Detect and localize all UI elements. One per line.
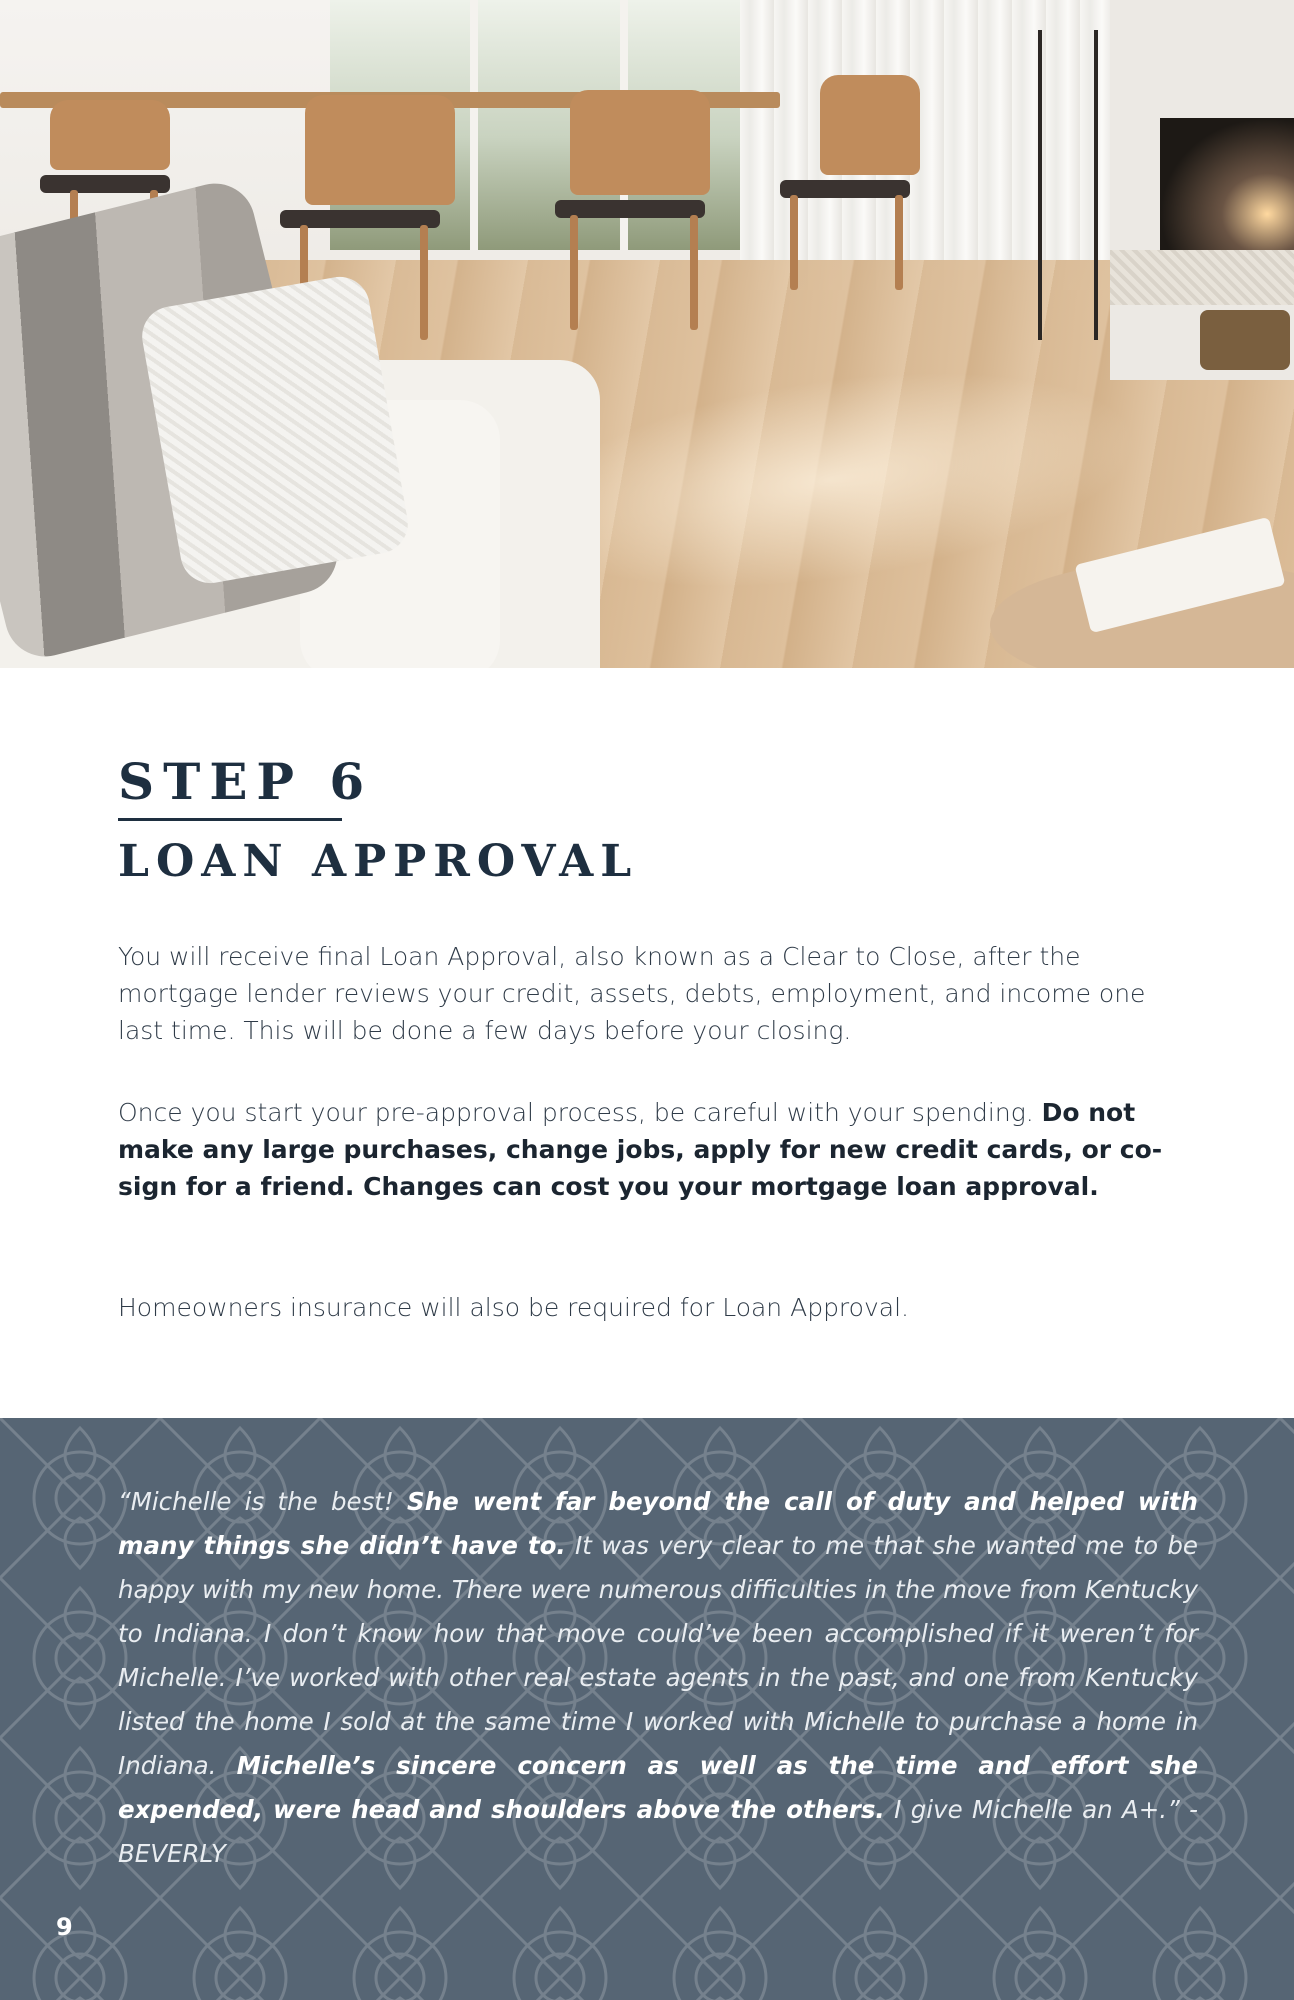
quote-bold: She went far beyond the call of duty and helped with many things she didn’t have to. [118, 1487, 1199, 1560]
chair [305, 95, 455, 205]
page-number: 9 [56, 1913, 73, 1941]
hero-photo-living-room [0, 0, 1294, 668]
step-subtitle: LOAN APPROVAL [118, 836, 639, 887]
quote-bold: Michelle’s sincere concern as well as the time and effort she expended, were head and shoulders above the others. [118, 1751, 1198, 1824]
quote-text: “Michelle is the best! [118, 1487, 408, 1516]
title-underline [118, 818, 342, 821]
paragraph-insurance [118, 1289, 1198, 1326]
quote-text: I give Michelle an A+.” - BEVERLY [118, 1795, 1198, 1868]
chair-seat [780, 180, 910, 198]
chair [50, 100, 170, 170]
fireplace-tools [1038, 30, 1098, 340]
paragraph-text: Once you start your pre-approval process, be careful with your spending. [118, 1098, 1034, 1127]
textured-pillow [137, 272, 412, 588]
paragraph-warning-bold: Do not make any large purchases, change jobs, apply for new credit cards, or co-sign for a friend. Changes can cost you your mortgage loan approval. [118, 1098, 1163, 1201]
chair [820, 75, 920, 175]
hearth [1110, 250, 1294, 305]
paragraph-text: You will receive final Loan Approval, also known as a Clear to Close, after the mortgage lender reviews your credit, assets, debts, employment, and income one last time. This will be done a few days before your closing. [118, 942, 1146, 1045]
step-title: STEP 6 [118, 752, 374, 811]
paragraph-spending-warning [118, 1094, 1198, 1205]
chair [570, 90, 710, 195]
basket [1200, 310, 1290, 370]
chair-seat [555, 200, 705, 218]
paragraph-loan-approval [118, 938, 1198, 1049]
testimonial-quote [118, 1480, 1198, 1876]
quote-text: It was very clear to me that she wanted me to be happy with my new home. There were numerous difficulties in the move from Kentucky to Indiana. I don’t know how that move could’ve been accomplished if it weren’t for Michelle. I’ve worked with other real estate agents in the past, and one from Kentucky listed the home I sold at the same time I worked with Michelle to purchase a home in Indiana. [118, 1531, 1198, 1780]
paragraph-text: Homeowners insurance will also be required for Loan Approval. [118, 1293, 909, 1322]
